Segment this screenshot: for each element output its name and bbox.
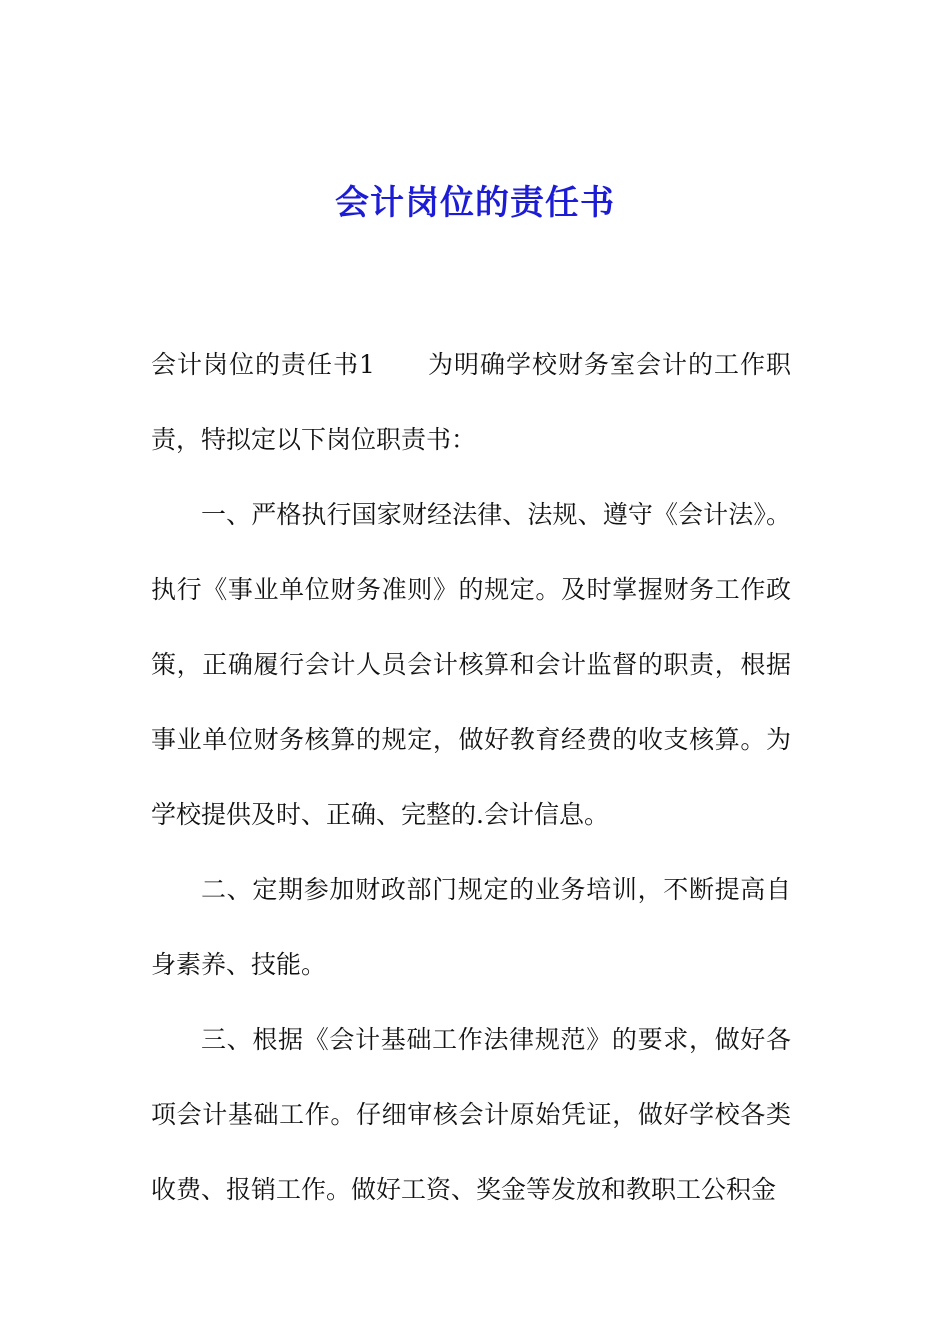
- section-heading: 会计岗位的责任书1: [151, 350, 375, 379]
- intro-paragraph: [151, 327, 791, 477]
- document-title: 会计岗位的责任书: [335, 183, 615, 223]
- paragraph-1: 一、严格执行国家财经法律、法规、遵守《会计法》。执行《事业单位财务准则》的规定。及时掌握财务工作政策，正确履行会计人员会计核算和会计监督的职责，根据事业单位财务核算的规定，做好教育经费的收支核算。为学校提供及时、正确、完整的.会计信息。: [151, 500, 791, 829]
- intro-text: 为明确学校财务室会计的工作职责，特拟定以下岗位职责书：: [151, 350, 791, 454]
- paragraph-2: 二、定期参加财政部门规定的业务培训，不断提高自身素养、技能。: [151, 875, 791, 979]
- paragraph-3: 三、根据《会计基础工作法律规范》的要求，做好各项会计基础工作。仔细审核会计原始凭证，做好学校各类收费、报销工作。做好工资、奖金等发放和教职工公积金: [151, 1025, 791, 1204]
- document-body: [151, 327, 791, 1227]
